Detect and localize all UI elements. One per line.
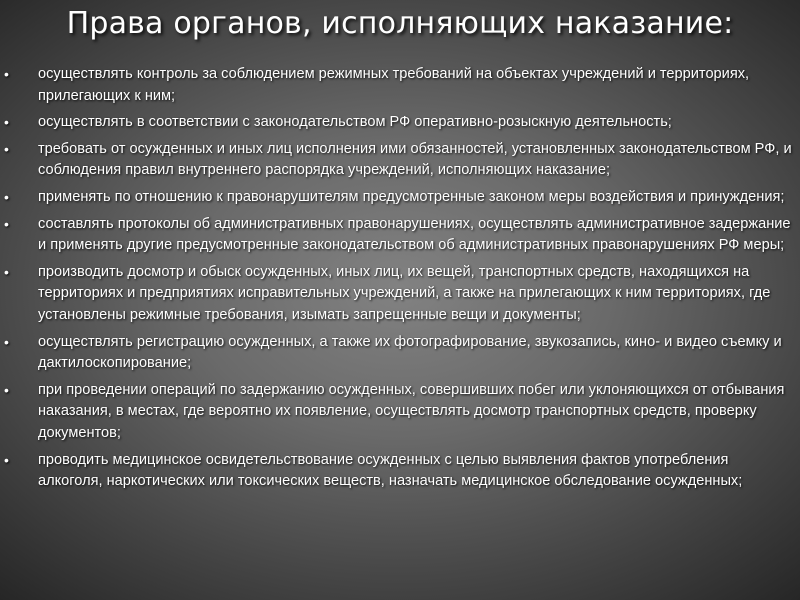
list-item-text: осуществлять в соответствии с законодательством РФ оперативно-розыскную деятельность; xyxy=(38,114,672,131)
rights-list xyxy=(0,64,792,498)
bullet-icon: • xyxy=(4,140,9,157)
list-item xyxy=(0,380,792,445)
list-item-text: осуществлять контроль за соблюдением режимных требований на объектах учреждений и территориях, прилегающих к ним; xyxy=(38,66,750,104)
list-item-text: осуществлять регистрацию осужденных, а также их фотографирование, звукозапись, кино- и видео съемку и дактилоскопирование; xyxy=(38,333,782,372)
list-item-text: производить досмотр и обыск осужденных, иных лиц, их вещей, транспортных средств, находящихся на территориях и предприятиях исправительных учреждений, а также на прилегающих к ним территориях, где установлены режимные требования, изымать запрещенные вещи и документы; xyxy=(38,263,771,323)
list-item-text: составлять протоколы об административных правонарушениях, осуществлять административное задержание и применять другие предусмотренные законодательством об административных правонарушениях РФ меры; xyxy=(38,215,791,254)
list-item xyxy=(0,187,792,209)
list-item xyxy=(0,139,792,182)
bullet-icon: • xyxy=(4,451,9,468)
list-item-text: применять по отношению к правонарушителям предусмотренные законом меры воздействия и принуждения; xyxy=(38,188,785,205)
bullet-icon: • xyxy=(4,263,9,280)
list-item xyxy=(0,214,792,257)
list-item-text: проводить медицинское освидетельствование осужденных с целью выявления фактов употребления алкоголя, наркотических или токсических веществ, назначать медицинское обследование осужденных; xyxy=(38,451,743,490)
list-item xyxy=(0,112,792,134)
list-item xyxy=(0,64,792,107)
list-item-text: требовать от осужденных и иных лиц исполнения ими обязанностей, установленных законодательством РФ, и соблюдения правил внутреннего распорядка учреждений, исполняющих наказание; xyxy=(38,140,792,179)
bullet-icon: • xyxy=(4,114,9,131)
list-item xyxy=(0,450,792,493)
list-item xyxy=(0,332,792,375)
slide-title: Права органов, исполняющих наказание: xyxy=(66,6,734,41)
list-item xyxy=(0,262,792,327)
bullet-icon: • xyxy=(4,66,9,82)
bullet-icon: • xyxy=(4,188,9,205)
bullet-icon: • xyxy=(4,381,9,398)
list-item-text: при проведении операций по задержанию осужденных, совершивших побег или уклоняющихся от отбывания наказания, в местах, где вероятно их появление, осуществлять досмотр транспортных средств, проверку документов; xyxy=(38,381,785,441)
bullet-icon: • xyxy=(4,333,9,350)
bullet-icon: • xyxy=(4,215,9,232)
